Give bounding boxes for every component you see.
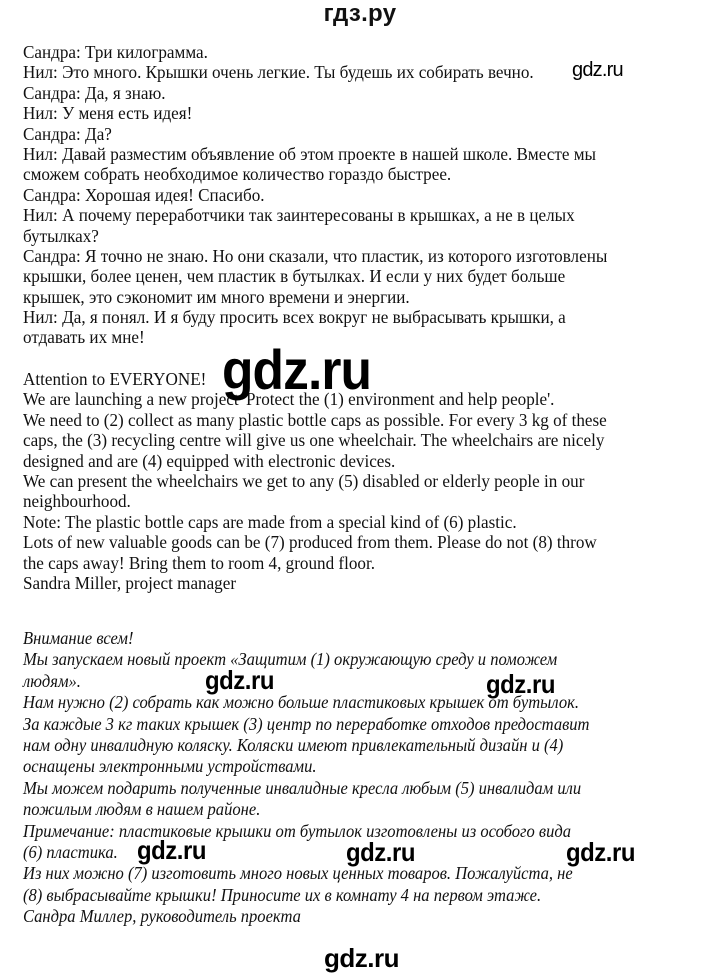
dialogue-line: Нил: А почему переработчики так заинтересованы в крышках, а не в целых <box>23 205 575 226</box>
translation-line: людям». <box>23 670 81 691</box>
watermark-large: gdz.ru <box>222 338 372 401</box>
english-notice <box>23 369 655 593</box>
watermark: gdz.ru <box>486 669 555 699</box>
notice-line: caps, the (3) recycling centre will give us one wheelchair. The wheelchairs are nicely <box>23 430 605 451</box>
dialogue-line: Нил: Да, я понял. И я буду просить всех вокруг не выбрасывать крышки, а <box>23 307 566 328</box>
dialogue-line: Сандра: Да? <box>23 123 112 144</box>
dialogue-line: бутылках? <box>23 225 99 246</box>
dialogue-line: Сандра: Хорошая идея! Спасибо. <box>23 184 265 205</box>
notice-line: neighbourhood. <box>23 491 131 512</box>
translation-line: Примечание: пластиковые крышки от бутылок изготовлены из особого вида <box>23 820 572 841</box>
translation-line: пожилым людям в нашем районе. <box>23 799 261 820</box>
notice-line: We need to (2) collect as many plastic bottle caps as possible. For every 3 kg of these <box>23 409 607 430</box>
notice-line: designed and are (4) equipped with electronic devices. <box>23 450 396 471</box>
notice-line: We are launching a new project 'Protect the (1) environment and help people'. <box>23 389 555 410</box>
translation-signature: Сандра Миллер, руководитель проекта <box>23 906 301 927</box>
dialogue-line: сможем собрать необходимое количество гораздо быстрее. <box>23 164 452 185</box>
dialogue-line: отдавать их мне! <box>23 327 145 348</box>
translation-line: Мы запускаем новый проект «Защитим (1) окружающую среду и поможем <box>23 649 558 670</box>
dialogue-line: Сандра: Да, я знаю. <box>23 82 166 103</box>
translation-line: Из них можно (7) изготовить много новых ценных товаров. Пожалуйста, не <box>23 863 573 884</box>
watermark: gdz.ru <box>566 837 635 867</box>
notice-line: We can present the wheelchairs we get to any (5) disabled or elderly people in our <box>23 470 585 491</box>
translation-line: (6) пластика. <box>23 841 118 862</box>
translation-line: оснащены электронными устройствами. <box>23 756 317 777</box>
dialogue-line: крышки, более ценен, чем пластик в бутылках. И если у них будет больше <box>23 266 566 287</box>
translation-line: (8) выбрасывайте крышки! Приносите их в комнату 4 на первом этаже. <box>23 884 542 905</box>
watermark: gdz.ru <box>205 665 274 695</box>
translation-line: нам одну инвалидную коляску. Коляски имеют привлекательный дизайн и (4) <box>23 734 564 755</box>
notice-line: the caps away! Bring them to room 4, ground floor. <box>23 552 375 573</box>
translation-line: За каждые 3 кг таких крышек (3) центр по переработке отходов предоставит <box>23 713 590 734</box>
watermark: gdz.ru <box>137 835 206 865</box>
translation-line: Мы можем подарить полученные инвалидные кресла любым (5) инвалидам или <box>23 777 582 798</box>
dialogue-line: Нил: Это много. Крышки очень легкие. Ты будешь их собирать вечно. <box>23 62 534 83</box>
dialogue-line: Нил: У меня есть идея! <box>23 103 193 124</box>
notice-heading: Attention to EVERYONE! <box>23 369 207 389</box>
dialogue-line: Нил: Давай разместим объявление об этом проекте в нашей школе. Вместе мы <box>23 143 597 164</box>
watermark: gdz.ru <box>346 837 415 867</box>
watermark: gdz.ru <box>572 59 623 81</box>
dialogue-line: Сандра: Три килограмма. <box>23 42 208 62</box>
dialogue-line: крышек, это сэкономит им много времени и энергии. <box>23 286 410 307</box>
dialogue-transcript <box>23 42 655 348</box>
notice-signature: Sandra Miller, project manager <box>23 572 237 593</box>
site-header-title: гдз.ру <box>323 0 397 27</box>
footer-watermark: gdz.ru <box>324 943 399 973</box>
translation-line: Нам нужно (2) собрать как можно больше пластиковых крышек от бутылок. <box>23 692 579 713</box>
translation-heading: Внимание всем! <box>23 628 134 648</box>
notice-line: Lots of new valuable goods can be (7) produced from them. Please do not (8) throw <box>23 532 597 553</box>
notice-line: Note: The plastic bottle caps are made from a special kind of (6) plastic. <box>23 511 517 532</box>
dialogue-line: Сандра: Я точно не знаю. Но они сказали, что пластик, из которого изготовлены <box>23 245 608 266</box>
